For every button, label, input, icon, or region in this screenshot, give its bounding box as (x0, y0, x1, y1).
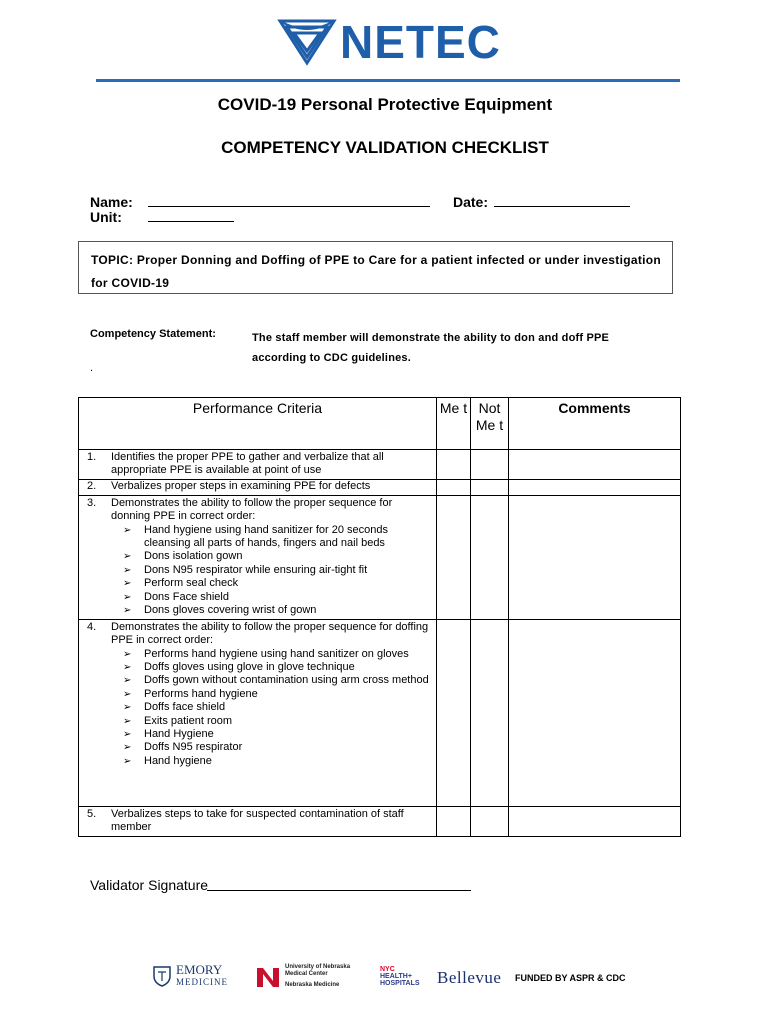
bullet-icon: ➢ (123, 648, 132, 660)
comments-cell[interactable] (509, 479, 681, 495)
not-met-cell[interactable] (471, 450, 509, 480)
doffing-step: Doffs face shield (144, 701, 226, 714)
bullet-icon: ➢ (123, 662, 132, 674)
bullet-icon: ➢ (123, 551, 132, 563)
table-row (79, 619, 681, 806)
doffing-step: Performs hand hygiene (144, 687, 258, 700)
met-cell[interactable] (437, 495, 471, 619)
nyc-line1: NYC (380, 966, 395, 973)
bullet-icon: ➢ (123, 591, 132, 603)
nyc-health-hospitals-logo (380, 966, 420, 987)
competency-text: The staff member will demonstrate the ability to don and doff PPE according to CDC guidelines. (252, 332, 610, 364)
bullet-icon: ➢ (123, 715, 132, 727)
bullet-icon: ➢ (123, 564, 132, 576)
unit-label: Unit: (90, 209, 122, 225)
nyc-line2: HEALTH+ (380, 973, 412, 980)
bullet-icon: ➢ (123, 675, 132, 687)
not-met-cell[interactable] (471, 495, 509, 619)
row-criteria: Verbalizes steps to take for suspected contamination of staff member (111, 807, 404, 834)
doffing-step: Doffs N95 respirator (144, 741, 243, 754)
doffing-step: Hand Hygiene (144, 728, 214, 741)
bullet-icon: ➢ (123, 729, 132, 741)
bullet-icon: ➢ (123, 688, 132, 700)
checklist-table (78, 397, 681, 837)
row-number: 2. (87, 479, 97, 492)
date-field[interactable] (494, 206, 630, 207)
bullet-icon: ➢ (123, 524, 132, 536)
row-number: 3. (87, 496, 97, 509)
netec-logo (276, 14, 506, 70)
footer-logos (150, 962, 630, 992)
nyc-line3: HOSPITALS (380, 980, 420, 987)
validator-signature-field[interactable] (207, 890, 471, 891)
doffing-step: Doffs gloves using glove in glove technique (144, 661, 355, 674)
logo-text: NETEC (340, 16, 501, 68)
header-comments: Comments (509, 398, 681, 450)
name-field[interactable] (148, 206, 430, 207)
doffing-step: Exits patient room (144, 714, 233, 727)
bullet-icon: ➢ (123, 578, 132, 590)
header-not-met: Not Me t (471, 398, 509, 450)
row-criteria: Demonstrates the ability to follow the proper sequence for donning PPE in correct order: (111, 496, 393, 523)
bullet-icon: ➢ (123, 742, 132, 754)
doffing-step: Performs hand hygiene using hand sanitizer on gloves (144, 647, 409, 660)
unit-field[interactable] (148, 221, 234, 222)
row-number: 4. (87, 620, 97, 633)
unmc-line3: Nebraska Medicine (285, 982, 340, 988)
emory-shield-icon (152, 965, 172, 987)
table-row (79, 495, 681, 619)
name-label: Name: (90, 194, 133, 210)
bellevue-logo: Bellevue (437, 968, 502, 987)
row-criteria: Demonstrates the ability to follow the proper sequence for doffing PPE in correct order: (111, 620, 429, 647)
date-label: Date: (453, 194, 489, 210)
met-cell[interactable] (437, 619, 471, 806)
row-number: 5. (87, 807, 97, 820)
comments-cell[interactable] (509, 495, 681, 619)
comments-cell[interactable] (509, 450, 681, 480)
bullet-icon: ➢ (123, 702, 132, 714)
unmc-line1: University of Nebraska (285, 964, 351, 970)
donning-step: Dons N95 respirator while ensuring air-tight fit (144, 563, 368, 576)
comments-cell[interactable] (509, 806, 681, 836)
table-row (79, 450, 681, 480)
document-subtitle: COMPETENCY VALIDATION CHECKLIST (221, 138, 549, 157)
row-criteria: Verbalizes proper steps in examining PPE for defects (111, 479, 371, 492)
table-row (79, 806, 681, 836)
table-header-row (79, 398, 681, 450)
donning-step: Dons isolation gown (144, 550, 243, 563)
funding-statement: FUNDED BY ASPR & CDC (515, 973, 626, 983)
header-divider (96, 79, 680, 82)
comments-cell[interactable] (509, 619, 681, 806)
donning-step: Dons Face shield (144, 590, 229, 603)
netec-shield-icon (276, 17, 338, 67)
met-cell[interactable] (437, 479, 471, 495)
table-row (79, 479, 681, 495)
topic-box: TOPIC: Proper Donning and Doffing of PPE to Care for a patient infected or under investigation for COVID-19 (78, 241, 673, 294)
nebraska-n-icon (255, 965, 281, 989)
unmc-line2: Medical Center (285, 971, 328, 977)
not-met-cell[interactable] (471, 619, 509, 806)
doffing-step: Doffs gown without contamination using arm cross method (144, 674, 429, 687)
donning-step: Dons gloves covering wrist of gown (144, 604, 317, 617)
document-title: COVID-19 Personal Protective Equipment (217, 95, 553, 114)
donning-step: Hand hygiene using hand sanitizer for 20 seconds cleansing all parts of hands, fingers and nail beds (144, 523, 388, 550)
doffing-step: Hand hygiene (144, 754, 212, 767)
stray-dot: . (90, 362, 94, 374)
met-cell[interactable] (437, 806, 471, 836)
validator-signature-label: Validator Signature (90, 877, 209, 893)
emory-line2: MEDICINE (176, 977, 228, 987)
not-met-cell[interactable] (471, 479, 509, 495)
row-criteria: Identifies the proper PPE to gather and verbalize that all appropriate PPE is available at point of use (111, 451, 384, 477)
header-met: Me t (437, 398, 471, 450)
row-number: 1. (87, 451, 97, 463)
bullet-icon: ➢ (123, 605, 132, 617)
header-performance-criteria: Performance Criteria (79, 398, 437, 450)
unmc-logo (255, 964, 350, 989)
emory-medicine-logo (152, 964, 228, 988)
not-met-cell[interactable] (471, 806, 509, 836)
emory-line1: EMORY (176, 962, 223, 977)
competency-label: Competency Statement: (90, 328, 216, 340)
donning-step: Perform seal check (144, 577, 239, 590)
bullet-icon: ➢ (123, 755, 132, 767)
met-cell[interactable] (437, 450, 471, 480)
